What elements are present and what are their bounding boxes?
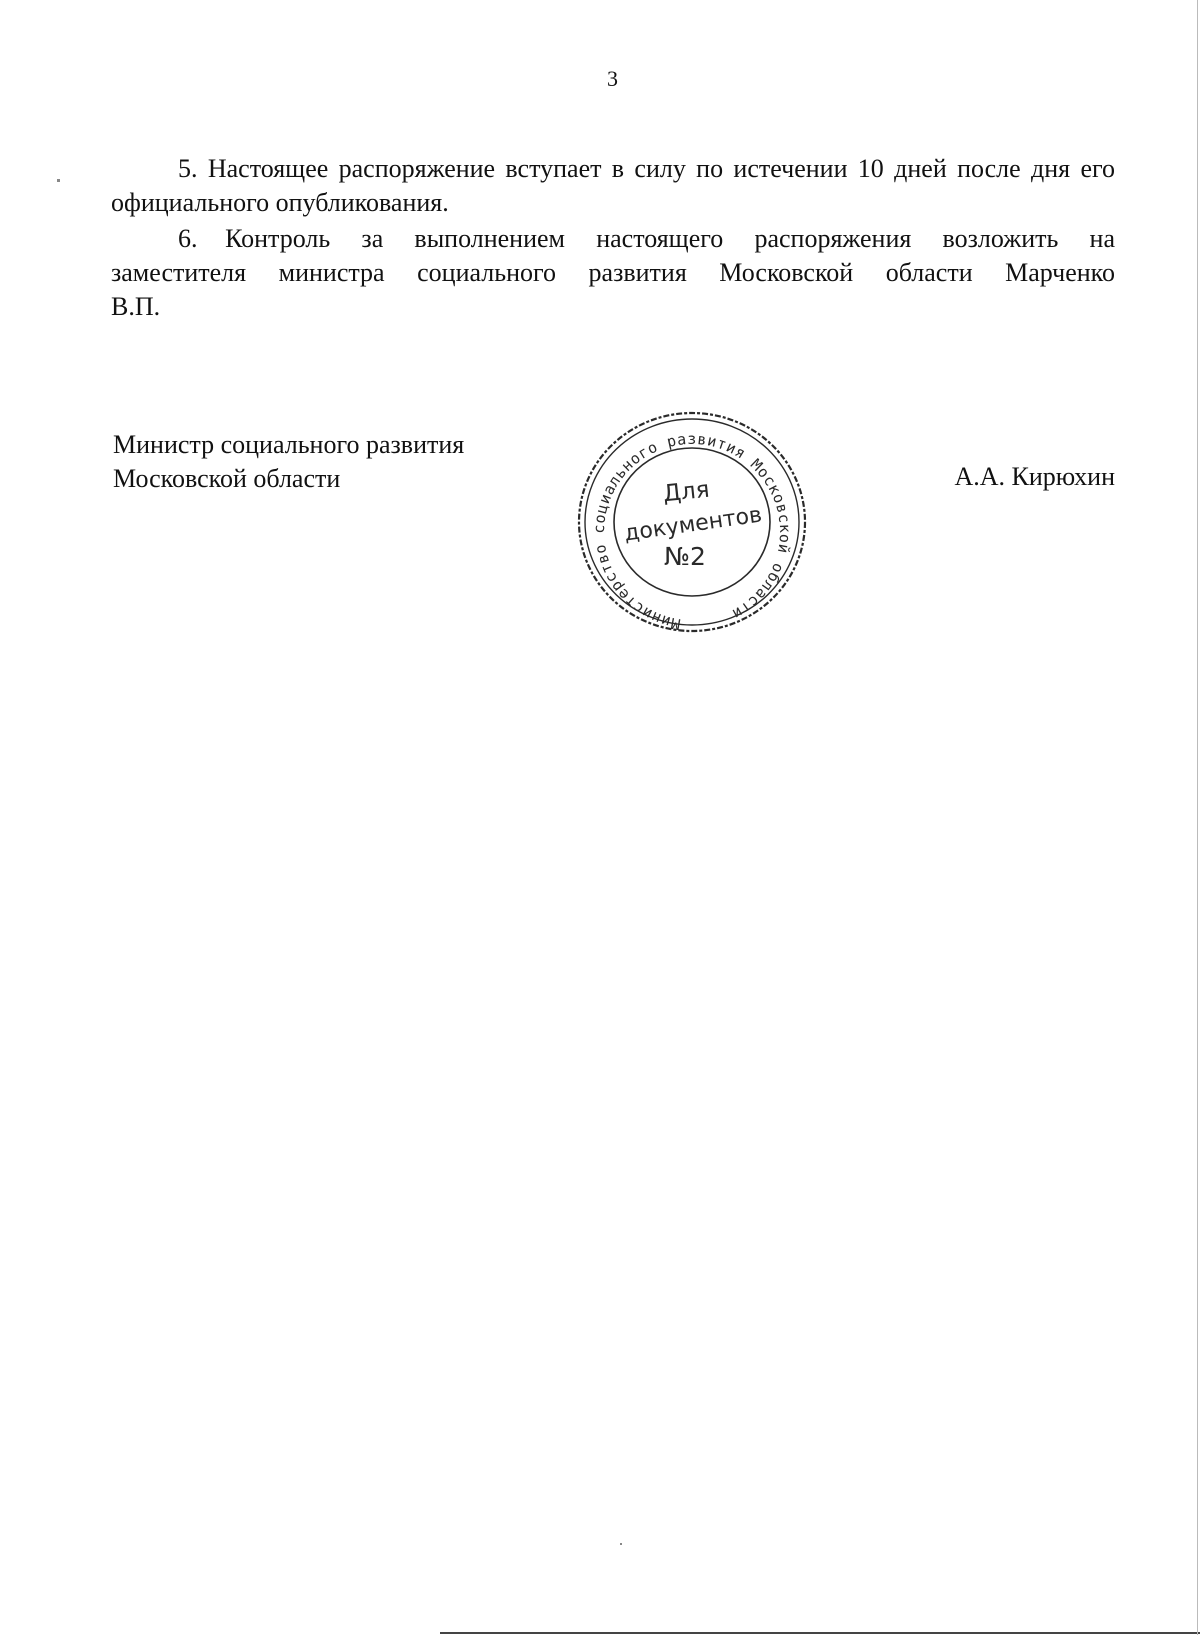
signatory-title (113, 428, 464, 496)
signatory-title-line-1: Министр социального развития (113, 430, 465, 459)
scan-edge-line-right (1197, 0, 1198, 1635)
stamp-center-line-1: Для (661, 476, 711, 508)
paragraph-5 (111, 152, 1115, 220)
paragraph-5-text: Настоящее распоряжение вступает в силу по истечении 10 дней после дня его официального опубликования. (111, 154, 1116, 217)
stamp-center-line-2: документов (622, 502, 764, 547)
scan-dot (57, 179, 60, 182)
signatory-name: А.А. Кирюхин (954, 462, 1115, 491)
stamp-center-line-3: №2 (664, 542, 706, 571)
scan-edge-line (440, 1632, 1200, 1634)
stamp-ring-text: Министерство социального развития Московской области (589, 429, 795, 634)
signatory-title-line-2: Московской области (113, 464, 341, 493)
paragraph-6 (111, 222, 1115, 324)
scan-dot-bottom (620, 1543, 622, 1545)
paragraph-6-text: Контроль за выполнением настоящего распоряжения возложить на заместителя министра социального развития Московской области Марченко В.П. (111, 224, 1115, 321)
page-number: 3 (607, 66, 618, 91)
official-stamp (575, 407, 810, 637)
paragraph-5-number: 5. (178, 154, 198, 183)
paragraph-6-number: 6. (178, 224, 198, 253)
